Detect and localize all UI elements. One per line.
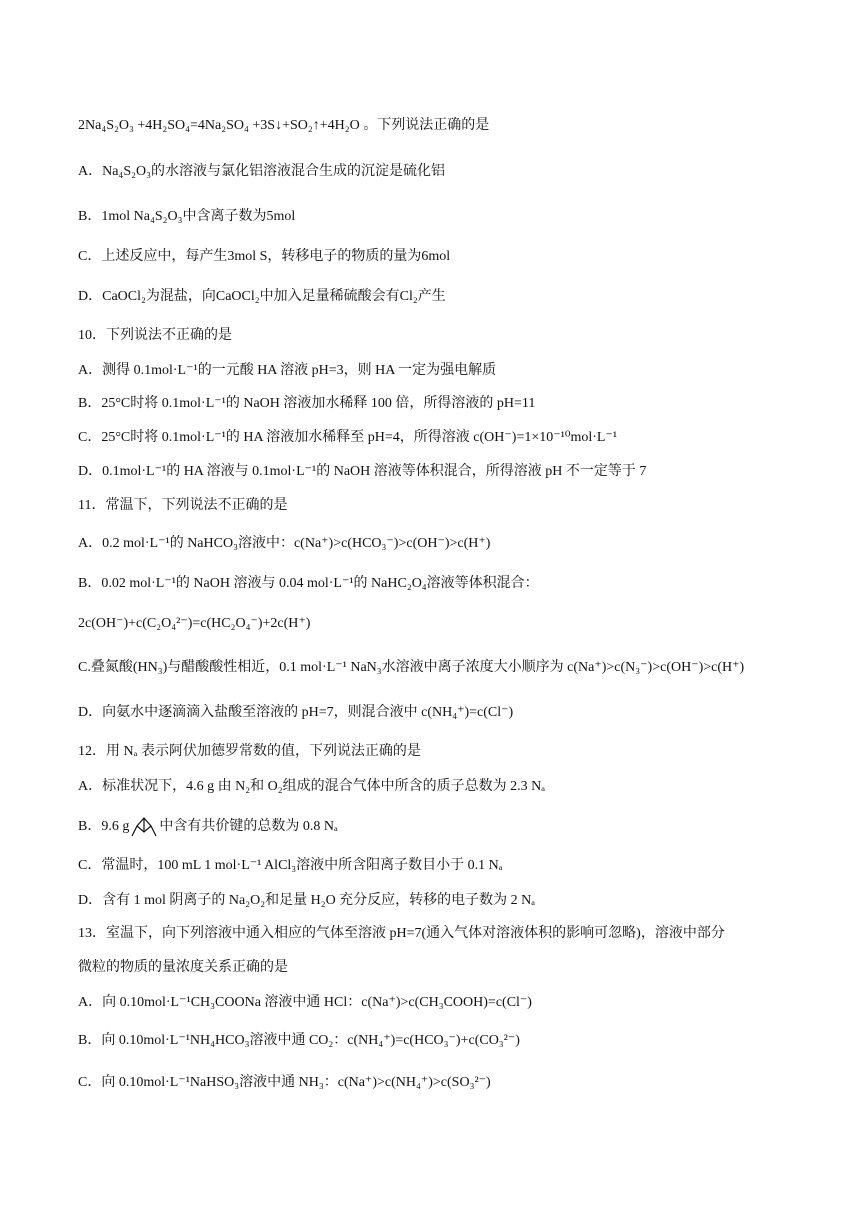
text-line: C．25°C时将 0.1mol·L⁻¹的 HA 溶液加水稀释至 pH=4，所得溶液 c(OH⁻)=1×10⁻¹⁰mol·L⁻¹	[78, 430, 618, 445]
text-line: B．25°C时将 0.1mol·L⁻¹的 NaOH 溶液加水稀释 100 倍，所得溶液的 pH=11	[78, 396, 536, 411]
text-line: 10．下列说法不正确的是	[78, 328, 232, 343]
text-line: C.叠氮酸(HN₃)与醋酸酸性相近，0.1 mol·L⁻¹ NaN₃水溶液中离子浓度大小顺序为 c(Na⁺)>c(N₃⁻)>c(OH⁻)>c(H⁺)	[78, 660, 745, 675]
text-line: A．向 0.10mol·L⁻¹CH₃COONa 溶液中通 HCl：c(Na⁺)>c(CH₃COOH)=c(Cl⁻)	[78, 995, 532, 1010]
text-line: D．向氨水中逐滴滴入盐酸至溶液的 pH=7，则混合液中 c(NH₄⁺)=c(Cl⁻)	[78, 705, 514, 720]
text-line: 2Na₄S₂O₃ +4H₂SO₄=4Na₂SO₄ +3S↓+SO₂↑+4H₂O 。下列说法正确的是	[78, 118, 490, 133]
text-line: D．0.1mol·L⁻¹的 HA 溶液与 0.1mol·L⁻¹的 NaOH 溶液等体积混合，所得溶液 pH 不一定等于 7	[78, 464, 647, 479]
text-line: C．上述反应中，每产生3mol S，转移电子的物质的量为6mol	[78, 249, 451, 264]
text-line: C．向 0.10mol·L⁻¹NaHSO₃溶液中通 NH₃：c(Na⁺)>c(NH₄⁺)>c(SO₃²⁻)	[78, 1075, 491, 1090]
text-line: B．1mol Na₄S₂O₃中含离子数为5mol	[78, 209, 296, 224]
text-line: 11．常温下，下列说法不正确的是	[78, 498, 288, 513]
text-line: A．Na₄S₂O₃的水溶液与氯化铝溶液混合生成的沉淀是硫化铝	[78, 164, 445, 179]
text-line: C．常温时，100 mL 1 mol·L⁻¹ AlCl₃溶液中所含阳离子数目小于 0.1 Nₐ	[78, 858, 503, 873]
bicyclic-structure-icon	[129, 814, 159, 840]
text-line: B．向 0.10mol·L⁻¹NH₄HCO₃溶液中通 CO₂：c(NH₄⁺)=c(HCO₃⁻)+c(CO₃²⁻)	[78, 1033, 520, 1048]
text-line: B．0.02 mol·L⁻¹的 NaOH 溶液与 0.04 mol·L⁻¹的 NaHC₂O₄溶液等体积混合：	[78, 576, 539, 591]
text-line: A．测得 0.1mol·L⁻¹的一元酸 HA 溶液 pH=3，则 HA 一定为强电解质	[78, 363, 497, 378]
option-b-suffix: 中含有共价键的总数为 0.8 Nₐ	[159, 819, 338, 835]
text-line: 12．用 Nₐ 表示阿伏加德罗常数的值，下列说法正确的是	[78, 744, 421, 759]
question-12-option-b	[78, 814, 338, 840]
text-line: 微粒的物质的量浓度关系正确的是	[78, 960, 288, 975]
text-line: D．含有 1 mol 阴离子的 Na₂O₂和足量 H₂O 充分反应，转移的电子数为 2 Nₐ	[78, 893, 536, 908]
text-line: A．标准状况下，4.6 g 由 N₂和 O₂组成的混合气体中所含的质子总数为 2.3 Nₐ	[78, 779, 546, 794]
option-b-prefix: B．9.6 g	[78, 819, 130, 835]
text-line: D．CaOCl₂为混盐，向CaOCl₂中加入足量稀硫酸会有Cl₂产生	[78, 289, 446, 304]
text-line: A．0.2 mol·L⁻¹的 NaHCO₃溶液中：c(Na⁺)>c(HCO₃⁻)>c(OH⁻)>c(H⁺)	[78, 536, 491, 551]
text-line: 13．室温下，向下列溶液中通入相应的气体至溶液 pH=7(通入气体对溶液体积的影响可忽略)，溶液中部分	[78, 926, 725, 941]
text-line: 2c(OH⁻)+c(C₂O₄²⁻)=c(HC₂O₄⁻)+2c(H⁺)	[78, 616, 311, 631]
